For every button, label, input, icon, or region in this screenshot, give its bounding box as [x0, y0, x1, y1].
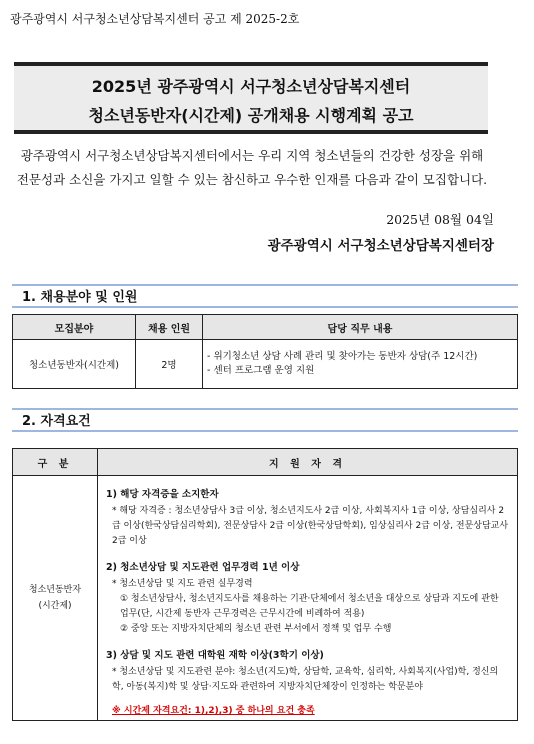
requirement-2-item-2: ② 중앙 또는 지방자치단체의 청소년 관련 부서에서 정책 및 업무 수행 [120, 624, 392, 634]
intro-paragraph [10, 144, 494, 192]
qualification-warning: ※ 시간제 자격요건: 1),2),3) 중 하나의 요건 충족 [112, 706, 315, 716]
signer: 광주광역시 서구청소년상담복지센터장 [267, 238, 494, 254]
header-duty: 담당 직무 내용 [203, 315, 518, 340]
category-line-2: (시간제) [38, 601, 72, 611]
requirement-2-title: 2) 청소년상담 및 지도관련 업무경력 1년 이상 [106, 562, 300, 573]
announcement-title-box [14, 62, 488, 134]
field-cell: 청소년동반자(시간제) [13, 340, 136, 389]
duty-line-1: - 위기청소년 상담 사례 관리 및 찾아가는 동반자 상담(주 12시간) [207, 351, 478, 362]
recruitment-table [12, 314, 518, 389]
title-line-1: 2025년 광주광역시 서구청소년상담복지센터 [91, 77, 411, 96]
intro-line-2: 전문성과 소신을 가지고 일할 수 있는 참신하고 우수한 인재를 다음과 같이 모집합니다. [16, 172, 488, 187]
header-field: 모집분야 [13, 315, 136, 340]
qualifications-table [12, 448, 518, 721]
section-heading-qualifications: 2. 자격요건 [12, 408, 518, 432]
announcement-date: 2025년 08월 04일 [386, 212, 494, 227]
category-cell [13, 476, 98, 721]
title-line-2: 청소년동반자(시간제) 공개채용 시행계획 공고 [88, 106, 414, 125]
intro-line-1: 광주광역시 서구청소년상담복지센터에서는 우리 지역 청소년들의 건강한 성장을 위해 [20, 148, 484, 163]
table-row [13, 476, 518, 721]
header-category: 구 분 [13, 449, 98, 476]
requirement-3-text: * 청소년상담 및 지도관련 분야: 청소년(지도)학, 상담학, 교육학, 심리학, 사회복지(사업)학, 정신의학, 아동(복지)학 및 상담·지도와 관련하여 지방자치단체장이 인정하는 학문분야 [112, 667, 499, 692]
table-row [13, 340, 518, 389]
duty-cell [203, 340, 518, 389]
requirements-cell [98, 476, 518, 721]
requirement-2-subtitle: * 청소년상담 및 지도 관련 실무경력 [112, 579, 253, 589]
requirement-1-title: 1) 해당 자격증을 소지한자 [106, 489, 219, 500]
count-cell: 2명 [136, 340, 203, 389]
category-line-1: 청소년동반자 [28, 585, 82, 595]
section-heading-recruitment: 1. 채용분야 및 인원 [12, 284, 518, 308]
requirement-1-text: * 해당 자격증 : 청소년상담사 3급 이상, 청소년지도사 2급 이상, 사회복지사 1급 이상, 상담심리사 2급 이상(한국상담심리학회), 전문상담사 2급 이상(한국상담학회), 임상심리사 2급 이상, 전문상담교사 2급 이상 [112, 506, 509, 546]
requirement-2-item-1: ① 청소년상담사, 청소년지도사를 채용하는 기관·단체에서 청소년을 대상으로 상담과 지도에 관한 업무(단, 시간제 동반자 근무경력은 근무시간에 비례하여 적용) [120, 594, 499, 619]
header-count: 채용 인원 [136, 315, 203, 340]
duty-line-2: - 센터 프로그램 운영 지원 [207, 365, 315, 376]
requirement-3-title: 3) 상담 및 지도 관련 대학원 재학 이상(3학기 이상) [106, 650, 324, 661]
header-qualifications: 지 원 자 격 [98, 449, 518, 476]
notice-number: 광주광역시 서구청소년상담복지센터 공고 제 2025-2호 [10, 12, 300, 26]
